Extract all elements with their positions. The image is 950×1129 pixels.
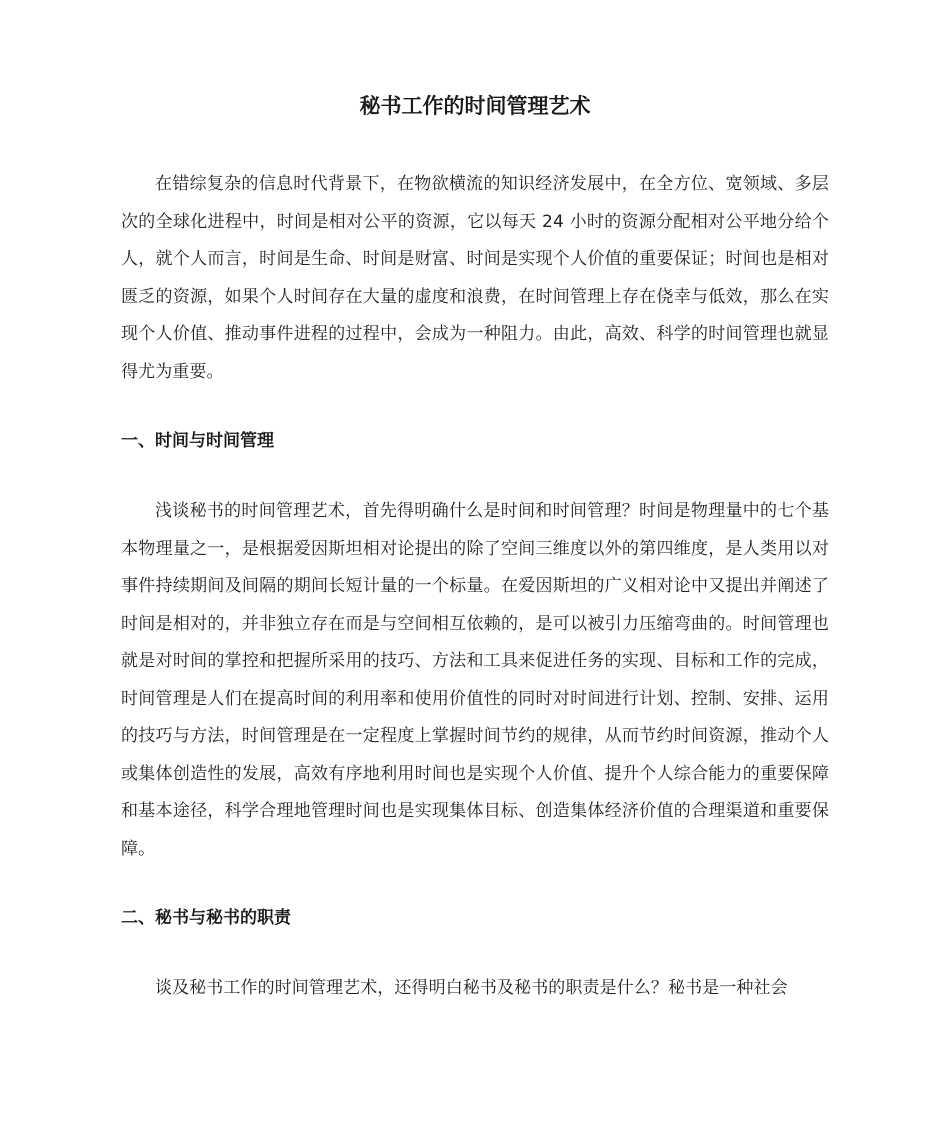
spacer xyxy=(121,460,829,493)
time-management-paragraph: 浅谈秘书的时间管理艺术，首先得明确什么是时间和时间管理？时间是物理量中的七个基本物理量之一，是根据爱因斯坦相对论提出的除了空间三维度以外的第四维度，是人类用以对事件持续期间及间隔的期间长短计量的一个标量。在爱因斯坦的广义相对论中又提出并阐述了时间是相对的，并非独立存在而是与空间相互依赖的，是可以被引力压缩弯曲的。时间管理也就是对时间的掌控和把握所采用的技巧、方法和工具来促进任务的实现、目标和工作的完成，时间管理是人们在提高时间的利用率和使用价值性的同时对时间进行计划、控制、安排、运用的技巧与方法，时间管理是在一定程度上掌握时间节约的规律，从而节约时间资源，推动个人或集体创造性的发展，高效有序地利用时间也是实现个人价值、提升个人综合能力的重要保障和基本途径，科学合理地管理时间也是实现集体目标、创造集体经济价值的合理渠道和重要保障。 xyxy=(121,501,829,859)
document-title: 秘书工作的时间管理艺术 xyxy=(359,94,591,118)
secretary-duties-paragraph: 谈及秘书工作的时间管理艺术，还得明白秘书及秘书的职责是什么？秘书是一种社会 xyxy=(155,978,788,998)
spacer xyxy=(121,937,829,970)
spacer xyxy=(121,868,829,900)
document-body xyxy=(121,90,829,1008)
intro-paragraph: 在错综复杂的信息时代背景下，在物欲横流的知识经济发展中，在全方位、宽领域、多层次的全球化进程中，时间是相对公平的资源，它以每天 24 小时的资源分配相对公平地分给个人，就个人而言，时间是生命、时间是财富、时间是实现个人价值的重要保证；时间也是相对匮乏的资源，如果个人时间存在大量的虚度和浪费，在时间管理上存在侥幸与低效，那么在实现个人价值、推动事件进程的过程中，会成为一种阻力。由此，高效、科学的时间管理也就显得尤为重要。 xyxy=(121,174,829,382)
section-heading-secretary-duties: 二、秘书与秘书的职责 xyxy=(121,908,291,928)
section-heading-time-management: 一、时间与时间管理 xyxy=(121,431,274,451)
spacer xyxy=(121,391,829,423)
